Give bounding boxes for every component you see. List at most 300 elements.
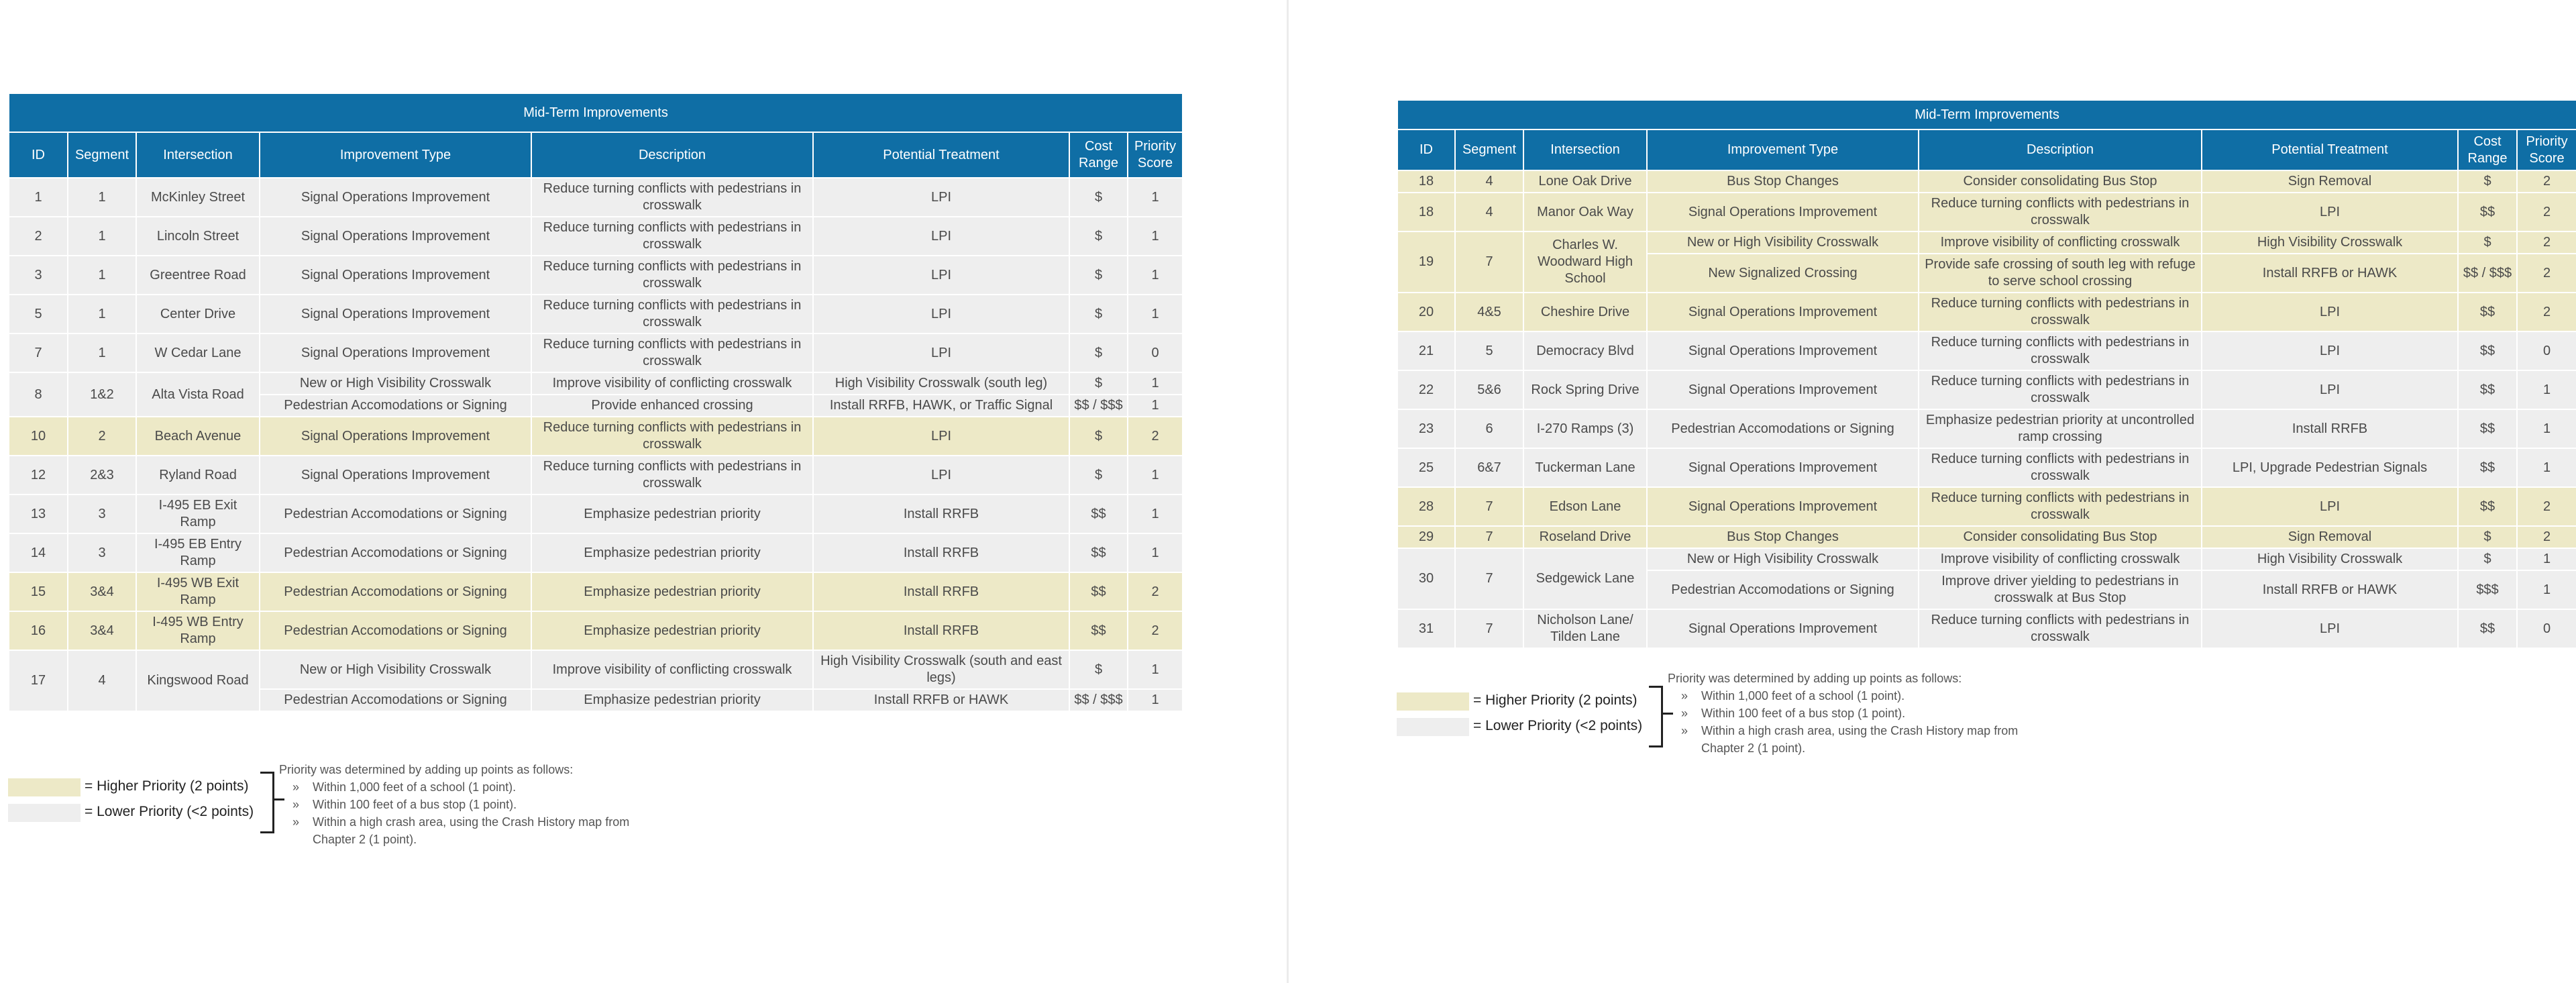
- cell-cost-range: $: [1069, 178, 1128, 217]
- column-header-intersection: Intersection: [1523, 130, 1647, 170]
- cell-potential-treatment: LPI: [2202, 487, 2458, 526]
- bullet-glyph: »: [1681, 689, 1688, 703]
- cell-potential-treatment: Install RRFB or HAWK: [2202, 570, 2458, 609]
- column-header-cost-range: Cost Range: [1069, 132, 1128, 178]
- cell-improvement-type: Signal Operations Improvement: [260, 178, 531, 217]
- table-row: [9, 333, 1183, 372]
- cell-description: Improve visibility of conflicting crosswalk: [1919, 231, 2202, 254]
- cell-improvement-type: Pedestrian Accomodations or Signing: [260, 495, 531, 533]
- cell-cost-range: $$ / $$$: [1069, 395, 1128, 417]
- cell-segment: 1&2: [68, 372, 136, 417]
- cell-priority-score: 1: [1128, 217, 1183, 256]
- cell-description: Emphasize pedestrian priority: [531, 533, 813, 572]
- left-table-panel: [8, 93, 1182, 712]
- cell-id: 21: [1397, 331, 1455, 370]
- cell-segment: 4&5: [1455, 293, 1523, 331]
- cell-potential-treatment: LPI: [813, 333, 1069, 372]
- cell-id: 18: [1397, 193, 1455, 231]
- cell-potential-treatment: LPI, Upgrade Pedestrian Signals: [2202, 448, 2458, 487]
- cell-potential-treatment: High Visibility Crosswalk (south and east legs): [813, 650, 1069, 689]
- cell-intersection: Democracy Blvd: [1523, 331, 1647, 370]
- table-row: [9, 572, 1183, 611]
- cell-cost-range: $$: [2458, 609, 2517, 648]
- column-header-improvement-type: Improvement Type: [260, 132, 531, 178]
- cell-segment: 5&6: [1455, 370, 1523, 409]
- cell-id: 30: [1397, 548, 1455, 609]
- cell-cost-range: $$: [2458, 370, 2517, 409]
- priority-note-intro: Priority was determined by adding up points as follows:: [1668, 672, 1962, 685]
- cell-description: Improve driver yielding to pedestrians in crosswalk at Bus Stop: [1919, 570, 2202, 609]
- cell-improvement-type: Pedestrian Accomodations or Signing: [260, 533, 531, 572]
- bullet-glyph: »: [1681, 707, 1688, 720]
- cell-potential-treatment: LPI: [2202, 293, 2458, 331]
- table-row: [1397, 331, 2576, 370]
- cell-description: Reduce turning conflicts with pedestrians in crosswalk: [1919, 293, 2202, 331]
- cell-segment: 3: [68, 495, 136, 533]
- higher-priority-swatch: [1397, 692, 1469, 711]
- priority-note-intro: Priority was determined by adding up points as follows:: [279, 763, 574, 776]
- cell-segment: 1: [68, 333, 136, 372]
- cell-id: 12: [9, 456, 68, 495]
- table-title: Mid-Term Improvements: [1397, 100, 2576, 130]
- legend-bracket: [1649, 686, 1663, 747]
- higher-priority-label: = Higher Priority (2 points): [85, 778, 249, 794]
- table-row: [1397, 231, 2576, 254]
- cell-priority-score: 2: [2517, 193, 2576, 231]
- mid-term-improvements-table-left: [8, 93, 1183, 712]
- cell-priority-score: 1: [1128, 372, 1183, 395]
- table-row: [1397, 370, 2576, 409]
- criteria-text: Within 100 feet of a bus stop (1 point).: [313, 798, 517, 811]
- cell-potential-treatment: Install RRFB: [813, 572, 1069, 611]
- cell-description: Reduce turning conflicts with pedestrians in crosswalk: [1919, 370, 2202, 409]
- priority-legend-left: [8, 764, 665, 858]
- cell-id: 14: [9, 533, 68, 572]
- criteria-item: [1681, 722, 2043, 757]
- table-title: Mid-Term Improvements: [9, 93, 1183, 132]
- cell-intersection: Beach Avenue: [136, 417, 260, 456]
- cell-id: 3: [9, 256, 68, 295]
- cell-priority-score: 1: [1128, 178, 1183, 217]
- cell-potential-treatment: LPI: [2202, 609, 2458, 648]
- cell-potential-treatment: Sign Removal: [2202, 170, 2458, 193]
- cell-improvement-type: Signal Operations Improvement: [260, 217, 531, 256]
- cell-priority-score: 2: [1128, 611, 1183, 650]
- cell-description: Reduce turning conflicts with pedestrians in crosswalk: [531, 333, 813, 372]
- cell-priority-score: 1: [2517, 448, 2576, 487]
- cell-cost-range: $: [2458, 170, 2517, 193]
- cell-improvement-type: New or High Visibility Crosswalk: [260, 372, 531, 395]
- cell-id: 13: [9, 495, 68, 533]
- table-row: [9, 295, 1183, 333]
- cell-segment: 1: [68, 256, 136, 295]
- cell-intersection: Center Drive: [136, 295, 260, 333]
- cell-potential-treatment: LPI: [813, 178, 1069, 217]
- column-header-segment: Segment: [1455, 130, 1523, 170]
- table-row: [9, 217, 1183, 256]
- priority-criteria-list: [1668, 687, 2043, 757]
- legend-bracket: [260, 772, 274, 833]
- cell-potential-treatment: High Visibility Crosswalk: [2202, 231, 2458, 254]
- column-header-description: Description: [1919, 130, 2202, 170]
- cell-id: 23: [1397, 409, 1455, 448]
- cell-description: Reduce turning conflicts with pedestrians in crosswalk: [531, 295, 813, 333]
- cell-id: 18: [1397, 170, 1455, 193]
- table-row: [1397, 487, 2576, 526]
- cell-cost-range: $: [1069, 295, 1128, 333]
- cell-segment: 6: [1455, 409, 1523, 448]
- lower-priority-label: = Lower Priority (<2 points): [85, 804, 254, 819]
- cell-intersection: I-270 Ramps (3): [1523, 409, 1647, 448]
- table-row: [1397, 448, 2576, 487]
- cell-intersection: Ryland Road: [136, 456, 260, 495]
- cell-segment: 2: [68, 417, 136, 456]
- cell-description: Emphasize pedestrian priority at uncontrolled ramp crossing: [1919, 409, 2202, 448]
- cell-cost-range: $: [2458, 548, 2517, 570]
- criteria-text: Within 100 feet of a bus stop (1 point).: [1701, 707, 1906, 720]
- cell-segment: 3: [68, 533, 136, 572]
- column-header-cost-range: Cost Range: [2458, 130, 2517, 170]
- cell-potential-treatment: LPI: [813, 295, 1069, 333]
- column-header-priority-score: Priority Score: [2517, 130, 2576, 170]
- bullet-glyph: »: [1681, 724, 1688, 737]
- cell-improvement-type: Signal Operations Improvement: [260, 417, 531, 456]
- table-row: [1397, 548, 2576, 570]
- criteria-item: [292, 813, 655, 848]
- cell-description: Provide enhanced crossing: [531, 395, 813, 417]
- bullet-glyph: »: [292, 780, 300, 794]
- cell-id: 31: [1397, 609, 1455, 648]
- table-body-right: [1397, 170, 2576, 648]
- cell-intersection: Lone Oak Drive: [1523, 170, 1647, 193]
- cell-improvement-type: Signal Operations Improvement: [1647, 609, 1919, 648]
- cell-cost-range: $$ / $$$: [1069, 689, 1128, 711]
- table-row: [1397, 609, 2576, 648]
- lower-priority-label: = Lower Priority (<2 points): [1473, 718, 1643, 733]
- cell-potential-treatment: LPI: [813, 217, 1069, 256]
- cell-description: Reduce turning conflicts with pedestrians in crosswalk: [1919, 609, 2202, 648]
- cell-cost-range: $$$: [2458, 570, 2517, 609]
- cell-intersection: I-495 EB Entry Ramp: [136, 533, 260, 572]
- cell-improvement-type: Pedestrian Accomodations or Signing: [260, 689, 531, 711]
- priority-note: [1668, 670, 2043, 757]
- cell-description: Emphasize pedestrian priority: [531, 689, 813, 711]
- table-row: [9, 533, 1183, 572]
- cell-intersection: Charles W. Woodward High School: [1523, 231, 1647, 293]
- cell-priority-score: 1: [1128, 533, 1183, 572]
- cell-intersection: Rock Spring Drive: [1523, 370, 1647, 409]
- cell-improvement-type: Pedestrian Accomodations or Signing: [1647, 409, 1919, 448]
- cell-intersection: Sedgewick Lane: [1523, 548, 1647, 609]
- page-divider: [1287, 0, 1289, 983]
- cell-priority-score: 1: [1128, 495, 1183, 533]
- cell-id: 8: [9, 372, 68, 417]
- cell-id: 1: [9, 178, 68, 217]
- column-header-description: Description: [531, 132, 813, 178]
- cell-priority-score: 2: [2517, 487, 2576, 526]
- cell-improvement-type: New or High Visibility Crosswalk: [1647, 231, 1919, 254]
- cell-priority-score: 2: [2517, 526, 2576, 548]
- cell-cost-range: $: [2458, 231, 2517, 254]
- cell-intersection: Alta Vista Road: [136, 372, 260, 417]
- cell-segment: 7: [1455, 487, 1523, 526]
- cell-description: Provide safe crossing of south leg with refuge to serve school crossing: [1919, 254, 2202, 293]
- cell-improvement-type: Signal Operations Improvement: [260, 295, 531, 333]
- cell-segment: 7: [1455, 231, 1523, 293]
- cell-improvement-type: New or High Visibility Crosswalk: [260, 650, 531, 689]
- cell-segment: 3&4: [68, 572, 136, 611]
- cell-priority-score: 0: [1128, 333, 1183, 372]
- table-row: [9, 456, 1183, 495]
- cell-potential-treatment: LPI: [813, 256, 1069, 295]
- table-row: [1397, 409, 2576, 448]
- cell-intersection: W Cedar Lane: [136, 333, 260, 372]
- cell-description: Consider consolidating Bus Stop: [1919, 170, 2202, 193]
- cell-priority-score: 0: [2517, 331, 2576, 370]
- cell-priority-score: 0: [2517, 609, 2576, 648]
- cell-description: Consider consolidating Bus Stop: [1919, 526, 2202, 548]
- cell-cost-range: $: [1069, 217, 1128, 256]
- cell-potential-treatment: LPI: [2202, 331, 2458, 370]
- cell-potential-treatment: Install RRFB or HAWK: [813, 689, 1069, 711]
- cell-id: 5: [9, 295, 68, 333]
- cell-cost-range: $$ / $$$: [2458, 254, 2517, 293]
- cell-segment: 1: [68, 178, 136, 217]
- criteria-text: Within 1,000 feet of a school (1 point).: [313, 780, 517, 794]
- cell-potential-treatment: Sign Removal: [2202, 526, 2458, 548]
- priority-legend-right: [1397, 672, 2054, 766]
- column-header-potential-treatment: Potential Treatment: [813, 132, 1069, 178]
- cell-description: Improve visibility of conflicting crosswalk: [1919, 548, 2202, 570]
- criteria-text: Within 1,000 feet of a school (1 point).: [1701, 689, 1905, 703]
- cell-priority-score: 2: [2517, 254, 2576, 293]
- column-header-intersection: Intersection: [136, 132, 260, 178]
- cell-cost-range: $$: [2458, 487, 2517, 526]
- cell-improvement-type: Signal Operations Improvement: [260, 333, 531, 372]
- cell-improvement-type: Signal Operations Improvement: [1647, 448, 1919, 487]
- cell-cost-range: $: [1069, 256, 1128, 295]
- cell-priority-score: 1: [2517, 570, 2576, 609]
- cell-intersection: Roseland Drive: [1523, 526, 1647, 548]
- table-row: [9, 495, 1183, 533]
- cell-cost-range: $$: [1069, 572, 1128, 611]
- lower-priority-swatch: [8, 804, 80, 822]
- cell-priority-score: 1: [2517, 548, 2576, 570]
- cell-id: 20: [1397, 293, 1455, 331]
- cell-priority-score: 2: [2517, 170, 2576, 193]
- cell-cost-range: $: [1069, 650, 1128, 689]
- cell-potential-treatment: Install RRFB: [813, 533, 1069, 572]
- cell-segment: 7: [1455, 548, 1523, 609]
- cell-improvement-type: New or High Visibility Crosswalk: [1647, 548, 1919, 570]
- column-header-priority-score: Priority Score: [1128, 132, 1183, 178]
- table-row: [1397, 526, 2576, 548]
- cell-intersection: Tuckerman Lane: [1523, 448, 1647, 487]
- cell-segment: 7: [1455, 526, 1523, 548]
- table-row: [9, 372, 1183, 395]
- cell-segment: 7: [1455, 609, 1523, 648]
- cell-cost-range: $: [1069, 456, 1128, 495]
- cell-id: 29: [1397, 526, 1455, 548]
- cell-segment: 4: [68, 650, 136, 711]
- cell-improvement-type: Signal Operations Improvement: [1647, 370, 1919, 409]
- higher-priority-swatch: [8, 778, 80, 796]
- cell-id: 28: [1397, 487, 1455, 526]
- cell-id: 2: [9, 217, 68, 256]
- cell-description: Emphasize pedestrian priority: [531, 495, 813, 533]
- cell-improvement-type: New Signalized Crossing: [1647, 254, 1919, 293]
- cell-segment: 2&3: [68, 456, 136, 495]
- cell-potential-treatment: High Visibility Crosswalk (south leg): [813, 372, 1069, 395]
- cell-cost-range: $$: [2458, 409, 2517, 448]
- mid-term-improvements-table-right: [1397, 99, 2576, 649]
- cell-description: Reduce turning conflicts with pedestrians in crosswalk: [531, 256, 813, 295]
- cell-potential-treatment: Install RRFB: [813, 495, 1069, 533]
- cell-improvement-type: Pedestrian Accomodations or Signing: [1647, 570, 1919, 609]
- cell-description: Reduce turning conflicts with pedestrians in crosswalk: [531, 456, 813, 495]
- column-header-id: ID: [9, 132, 68, 178]
- table-row: [9, 611, 1183, 650]
- cell-cost-range: $$: [1069, 611, 1128, 650]
- cell-improvement-type: Signal Operations Improvement: [260, 456, 531, 495]
- cell-improvement-type: Signal Operations Improvement: [1647, 293, 1919, 331]
- table-row: [1397, 293, 2576, 331]
- cell-potential-treatment: Install RRFB, HAWK, or Traffic Signal: [813, 395, 1069, 417]
- criteria-item: [1681, 687, 2043, 705]
- cell-priority-score: 2: [1128, 572, 1183, 611]
- cell-cost-range: $: [1069, 333, 1128, 372]
- cell-improvement-type: Pedestrian Accomodations or Signing: [260, 572, 531, 611]
- cell-segment: 4: [1455, 193, 1523, 231]
- cell-improvement-type: Signal Operations Improvement: [1647, 331, 1919, 370]
- cell-segment: 4: [1455, 170, 1523, 193]
- cell-priority-score: 1: [1128, 256, 1183, 295]
- cell-cost-range: $: [1069, 417, 1128, 456]
- cell-potential-treatment: LPI: [2202, 193, 2458, 231]
- criteria-item: [1681, 705, 2043, 722]
- cell-id: 17: [9, 650, 68, 711]
- cell-id: 22: [1397, 370, 1455, 409]
- table-row: [9, 650, 1183, 689]
- cell-potential-treatment: LPI: [813, 417, 1069, 456]
- cell-improvement-type: Signal Operations Improvement: [1647, 193, 1919, 231]
- cell-potential-treatment: LPI: [813, 456, 1069, 495]
- criteria-item: [292, 796, 655, 813]
- column-header-potential-treatment: Potential Treatment: [2202, 130, 2458, 170]
- cell-intersection: Nicholson Lane/ Tilden Lane: [1523, 609, 1647, 648]
- cell-intersection: Edson Lane: [1523, 487, 1647, 526]
- cell-id: 19: [1397, 231, 1455, 293]
- cell-improvement-type: Pedestrian Accomodations or Signing: [260, 611, 531, 650]
- lower-priority-swatch: [1397, 718, 1469, 736]
- cell-cost-range: $: [1069, 372, 1128, 395]
- cell-priority-score: 1: [1128, 395, 1183, 417]
- cell-priority-score: 2: [2517, 231, 2576, 254]
- cell-description: Reduce turning conflicts with pedestrians in crosswalk: [531, 178, 813, 217]
- table-row: [1397, 170, 2576, 193]
- cell-description: Reduce turning conflicts with pedestrians in crosswalk: [1919, 193, 2202, 231]
- higher-priority-label: = Higher Priority (2 points): [1473, 692, 1638, 708]
- cell-cost-range: $: [2458, 526, 2517, 548]
- priority-note: [279, 761, 655, 848]
- bullet-glyph: »: [292, 798, 300, 811]
- cell-priority-score: 1: [2517, 409, 2576, 448]
- cell-segment: 1: [68, 295, 136, 333]
- cell-description: Reduce turning conflicts with pedestrians in crosswalk: [1919, 448, 2202, 487]
- cell-potential-treatment: Install RRFB: [2202, 409, 2458, 448]
- cell-id: 10: [9, 417, 68, 456]
- cell-intersection: Manor Oak Way: [1523, 193, 1647, 231]
- cell-improvement-type: Bus Stop Changes: [1647, 170, 1919, 193]
- cell-cost-range: $$: [2458, 448, 2517, 487]
- cell-id: 16: [9, 611, 68, 650]
- cell-id: 15: [9, 572, 68, 611]
- cell-intersection: Cheshire Drive: [1523, 293, 1647, 331]
- cell-priority-score: 1: [2517, 370, 2576, 409]
- cell-intersection: Greentree Road: [136, 256, 260, 295]
- cell-cost-range: $$: [2458, 193, 2517, 231]
- cell-intersection: I-495 WB Exit Ramp: [136, 572, 260, 611]
- cell-priority-score: 1: [1128, 456, 1183, 495]
- cell-description: Reduce turning conflicts with pedestrians in crosswalk: [1919, 331, 2202, 370]
- table-row: [1397, 193, 2576, 231]
- criteria-item: [292, 778, 655, 796]
- cell-improvement-type: Signal Operations Improvement: [260, 256, 531, 295]
- column-header-segment: Segment: [68, 132, 136, 178]
- cell-segment: 3&4: [68, 611, 136, 650]
- table-row: [9, 178, 1183, 217]
- table-body-left: [9, 178, 1183, 711]
- cell-intersection: I-495 WB Entry Ramp: [136, 611, 260, 650]
- cell-improvement-type: Pedestrian Accomodations or Signing: [260, 395, 531, 417]
- cell-description: Reduce turning conflicts with pedestrians in crosswalk: [1919, 487, 2202, 526]
- cell-intersection: Kingswood Road: [136, 650, 260, 711]
- cell-id: 7: [9, 333, 68, 372]
- cell-description: Improve visibility of conflicting crosswalk: [531, 372, 813, 395]
- cell-description: Improve visibility of conflicting crosswalk: [531, 650, 813, 689]
- table-row: [9, 417, 1183, 456]
- cell-intersection: McKinley Street: [136, 178, 260, 217]
- cell-potential-treatment: Install RRFB: [813, 611, 1069, 650]
- cell-cost-range: $$: [2458, 293, 2517, 331]
- cell-segment: 6&7: [1455, 448, 1523, 487]
- cell-cost-range: $$: [2458, 331, 2517, 370]
- cell-description: Reduce turning conflicts with pedestrians in crosswalk: [531, 417, 813, 456]
- cell-segment: 5: [1455, 331, 1523, 370]
- cell-intersection: Lincoln Street: [136, 217, 260, 256]
- cell-potential-treatment: High Visibility Crosswalk: [2202, 548, 2458, 570]
- table-row: [9, 256, 1183, 295]
- cell-segment: 1: [68, 217, 136, 256]
- column-header-improvement-type: Improvement Type: [1647, 130, 1919, 170]
- cell-improvement-type: Bus Stop Changes: [1647, 526, 1919, 548]
- cell-cost-range: $$: [1069, 533, 1128, 572]
- right-table-panel: [1397, 99, 2576, 649]
- priority-criteria-list: [279, 778, 655, 848]
- cell-intersection: I-495 EB Exit Ramp: [136, 495, 260, 533]
- cell-improvement-type: Signal Operations Improvement: [1647, 487, 1919, 526]
- cell-priority-score: 1: [1128, 689, 1183, 711]
- criteria-text: Within a high crash area, using the Crash History map from Chapter 2 (1 point).: [1701, 724, 2019, 755]
- cell-potential-treatment: Install RRFB or HAWK: [2202, 254, 2458, 293]
- cell-priority-score: 1: [1128, 650, 1183, 689]
- bullet-glyph: »: [292, 815, 300, 829]
- cell-priority-score: 2: [1128, 417, 1183, 456]
- cell-id: 25: [1397, 448, 1455, 487]
- cell-potential-treatment: LPI: [2202, 370, 2458, 409]
- cell-description: Emphasize pedestrian priority: [531, 572, 813, 611]
- criteria-text: Within a high crash area, using the Crash History map from Chapter 2 (1 point).: [313, 815, 630, 846]
